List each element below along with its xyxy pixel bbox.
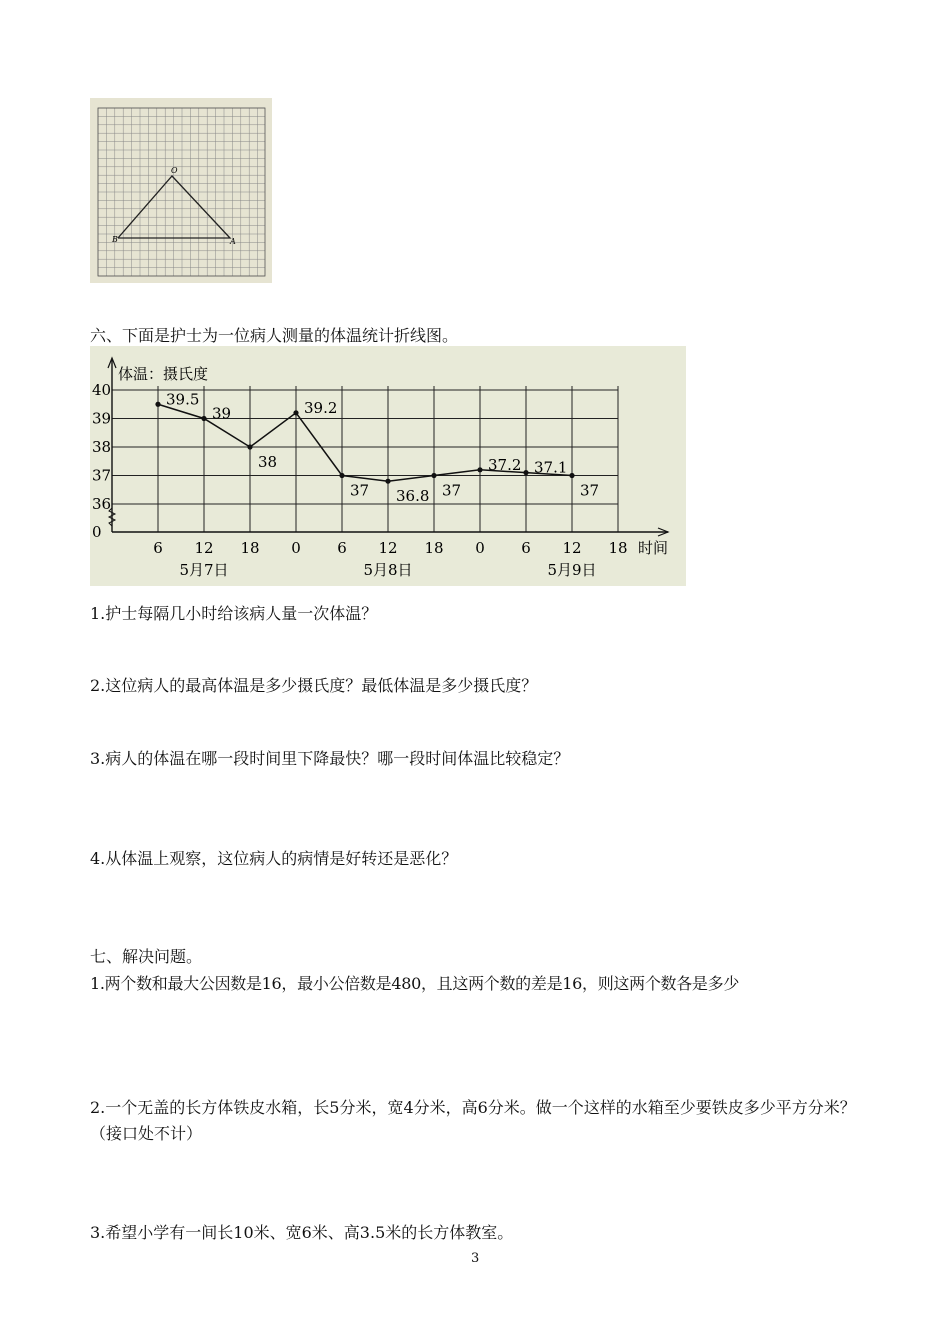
chart-data-label: 39.2	[304, 398, 338, 417]
chart-x-tick-label: 12	[194, 539, 214, 557]
chart-x-tick-label: 12	[378, 539, 398, 557]
chart-data-label: 39	[212, 404, 232, 423]
chart-y-tick-label: 0	[92, 523, 102, 541]
question-6-3: 3.病人的体温在哪一段时间里下降最快？哪一段时间体温比较稳定？	[90, 749, 570, 768]
chart-x-tick-label: 6	[337, 539, 347, 557]
question-7-2: 2.一个无盖的长方体铁皮水箱，长5分米，宽4分米，高6分米。做一个这样的水箱至少要铁皮多少平方分米？（接口处不计）	[90, 1098, 856, 1143]
chart-ticks	[92, 381, 628, 579]
chart-x-tick-label: 18	[424, 539, 444, 557]
section7-heading: 七、解决问题。	[90, 947, 203, 966]
chart-y-tick-label: 36	[92, 495, 112, 513]
grid-svg	[90, 98, 272, 283]
chart-y-tick-label: 37	[92, 466, 112, 485]
chart-ylabel: 体温：摄氏度	[118, 365, 209, 383]
chart-x-tick-label: 18	[608, 539, 628, 557]
page-number: 3	[471, 1251, 480, 1266]
question-7-3: 3.希望小学有一间长10米、宽6米、高3.5米的长方体教室。	[90, 1223, 514, 1242]
chart-day-label: 5月9日	[547, 561, 597, 579]
chart-y-tick-label: 39	[92, 409, 112, 428]
chart-day-label: 5月7日	[179, 561, 229, 579]
chart-point	[293, 410, 298, 415]
chart-data-label: 37.2	[488, 455, 522, 474]
question-6-4: 4.从体温上观察，这位病人的病情是好转还是恶化？	[90, 849, 458, 868]
chart-y-tick-label: 40	[92, 381, 112, 399]
chart-y-tick-label: 38	[92, 438, 112, 456]
chart-data-label: 37	[442, 481, 462, 500]
question-6-2: 2.这位病人的最高体温是多少摄氏度？最低体温是多少摄氏度？	[90, 676, 538, 695]
chart-point	[431, 473, 436, 478]
chart-xlabel: 时间	[638, 539, 669, 557]
chart-x-tick-label: 0	[291, 539, 301, 557]
grid-lines	[98, 108, 265, 276]
chart-data-label: 37.1	[534, 458, 568, 477]
chart-data-label: 38	[258, 453, 278, 471]
chart-data-label: 37	[580, 481, 600, 500]
chart-x-tick-label: 6	[521, 539, 531, 557]
chart-data-label: 37	[350, 481, 370, 500]
chart-point	[201, 416, 206, 421]
chart-point	[569, 473, 574, 478]
grid-triangle-figure	[90, 98, 272, 283]
chart-series	[155, 390, 599, 505]
question-6-1: 1.护士每隔几小时给该病人量一次体温？	[90, 604, 378, 623]
chart-data-label: 39.5	[166, 390, 200, 409]
chart-point	[155, 402, 160, 407]
vertex-label-b: B	[112, 235, 118, 244]
chart-data-label: 36.8	[396, 487, 430, 506]
chart-point	[385, 479, 390, 484]
temperature-line-chart	[90, 346, 686, 586]
chart-x-tick-label: 6	[153, 539, 163, 557]
vertex-label-o: O	[171, 166, 178, 175]
question-7-1: 1.两个数和最大公因数是16，最小公倍数是480，且这两个数的差是16，则这两个数各是多少	[90, 974, 740, 993]
vertex-label-a: A	[230, 237, 236, 246]
chart-x-tick-label: 18	[240, 539, 260, 557]
chart-x-tick-label: 0	[475, 539, 485, 557]
chart-point	[523, 470, 528, 475]
chart-x-tick-label: 12	[562, 539, 582, 557]
chart-point	[339, 473, 344, 478]
chart-svg	[90, 346, 686, 586]
chart-point	[477, 467, 482, 472]
section6-heading: 六、下面是护士为一位病人测量的体温统计折线图。	[90, 326, 459, 345]
chart-point	[247, 444, 252, 449]
chart-day-label: 5月8日	[363, 561, 413, 579]
